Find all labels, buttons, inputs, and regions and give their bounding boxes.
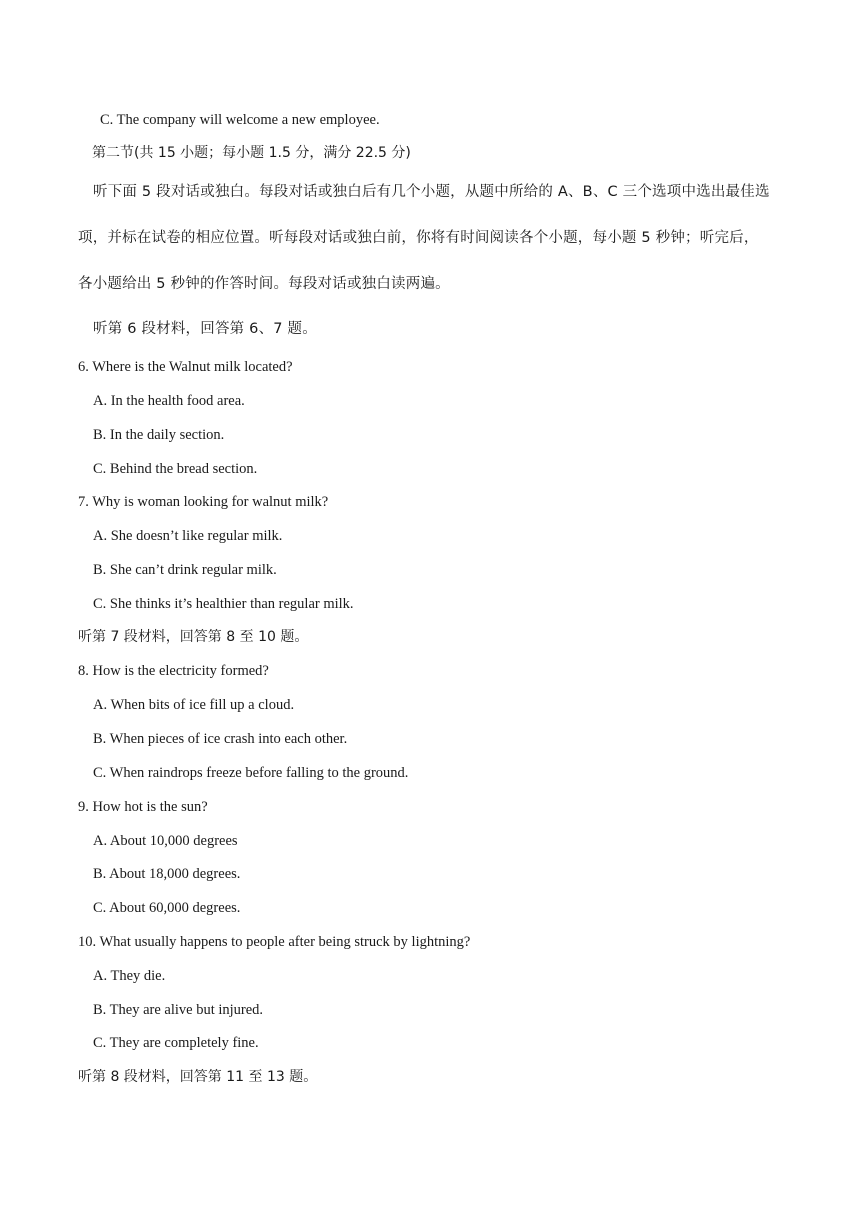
material-8-header: 听第 8 段材料，回答第 11 至 13 题。 bbox=[78, 1069, 318, 1085]
option-7c: C. She thinks it’s healthier than regular milk. bbox=[93, 596, 354, 612]
question-9: 9. How hot is the sun? bbox=[78, 799, 208, 815]
option-10c: C. They are completely fine. bbox=[93, 1035, 259, 1051]
option-9c: C. About 60,000 degrees. bbox=[93, 900, 241, 916]
instructions-line-2: 项，并标在试卷的相应位置。听每段对话或独白前，你将有时间阅读各个小题，每小题 5 秒钟；听完后， bbox=[78, 230, 759, 246]
material-7-header: 听第 7 段材料，回答第 8 至 10 题。 bbox=[78, 629, 309, 645]
question-8: 8. How is the electricity formed? bbox=[78, 663, 269, 679]
material-6-header: 听第 6 段材料，回答第 6、7 题。 bbox=[93, 321, 317, 337]
option-5c: C. The company will welcome a new employee. bbox=[100, 112, 380, 128]
option-10b: B. They are alive but injured. bbox=[93, 1002, 264, 1018]
option-7a: A. She doesn’t like regular milk. bbox=[93, 528, 283, 544]
option-10a: A. They die. bbox=[93, 968, 166, 984]
option-8a: A. When bits of ice fill up a cloud. bbox=[93, 697, 295, 713]
question-10: 10. What usually happens to people after being struck by lightning? bbox=[78, 934, 471, 950]
instructions-line-1: 听下面 5 段对话或独白。每段对话或独白后有几个小题，从题中所给的 A、B、C 三个选项中选出最佳选 bbox=[93, 184, 770, 200]
option-8b: B. When pieces of ice crash into each other. bbox=[93, 731, 348, 747]
option-7b: B. She can’t drink regular milk. bbox=[93, 562, 277, 578]
option-9b: B. About 18,000 degrees. bbox=[93, 866, 241, 882]
question-6: 6. Where is the Walnut milk located? bbox=[78, 359, 293, 375]
option-6a: A. In the health food area. bbox=[93, 393, 245, 409]
option-9a: A. About 10,000 degrees bbox=[93, 833, 238, 849]
question-7: 7. Why is woman looking for walnut milk? bbox=[78, 494, 329, 510]
option-8c: C. When raindrops freeze before falling to the ground. bbox=[93, 765, 409, 781]
option-6c: C. Behind the bread section. bbox=[93, 461, 258, 477]
option-6b: B. In the daily section. bbox=[93, 427, 225, 443]
instructions-line-3: 各小题给出 5 秒钟的作答时间。每段对话或独白读两遍。 bbox=[78, 276, 450, 292]
section-two-header: 第二节(共 15 小题；每小题 1.5 分，满分 22.5 分) bbox=[92, 145, 411, 161]
